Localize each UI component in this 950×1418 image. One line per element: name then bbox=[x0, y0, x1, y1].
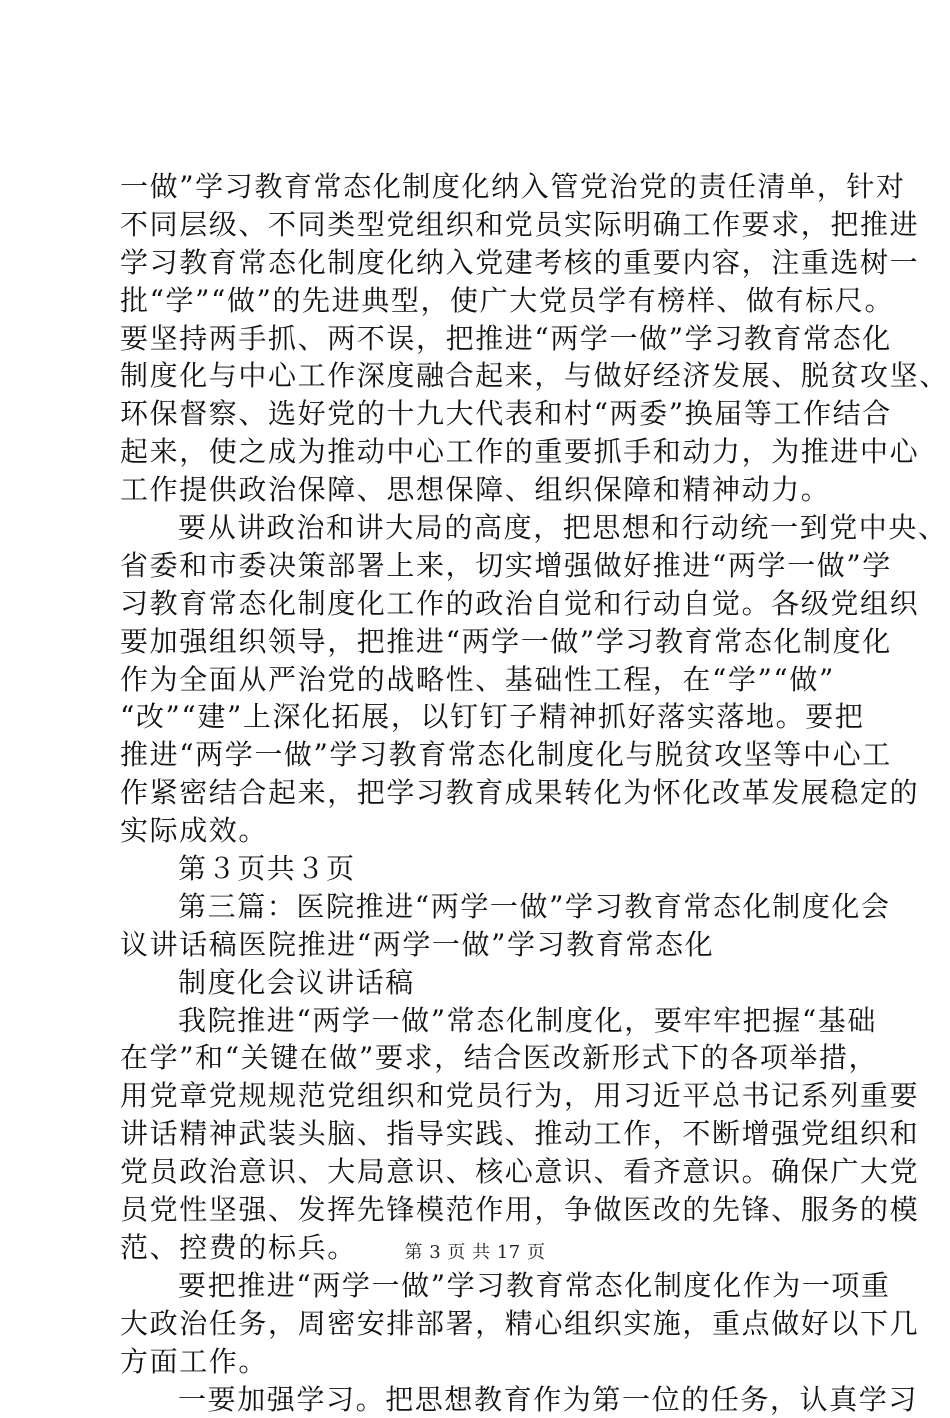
paragraph-start-line: 要把推进“两学一做”学习教育常态化制度化作为一项重 bbox=[120, 1267, 840, 1305]
text-line: 作紧密结合起来，把学习教育成果转化为怀化改革发展稳定的 bbox=[120, 774, 840, 812]
text-line: 不同层级、不同类型党组织和党员实际明确工作要求，把推进 bbox=[120, 206, 840, 244]
text-line: 起来，使之成为推动中心工作的重要抓手和动力，为推进中心 bbox=[120, 433, 840, 471]
text-line: 范、控费的标兵。 bbox=[120, 1229, 840, 1267]
section-heading-line: 制度化会议讲话稿 bbox=[120, 964, 840, 1002]
text-line: 一做”学习教育常态化制度化纳入管党治党的责任清单，针对 bbox=[120, 168, 840, 206]
paragraph-start-line: 要从讲政治和讲大局的高度，把思想和行动统一到党中央、 bbox=[120, 509, 840, 547]
text-line: 用党章党规规范党组织和党员行为，用习近平总书记系列重要 bbox=[120, 1077, 840, 1115]
page-footer: 第 3 页 共 17 页 bbox=[0, 1238, 950, 1264]
paragraph-start-line: 一要加强学习。把思想教育作为第一位的任务，认真学习 bbox=[120, 1381, 840, 1418]
text-line: 实际成效。 bbox=[120, 812, 840, 850]
inline-page-marker: 第３页共３页 bbox=[120, 850, 840, 888]
text-line: 习教育常态化制度化工作的政治自觉和行动自觉。各级党组织 bbox=[120, 585, 840, 623]
text-line: 学习教育常态化制度化纳入党建考核的重要内容，注重选树一 bbox=[120, 244, 840, 282]
text-line: 工作提供政治保障、思想保障、组织保障和精神动力。 bbox=[120, 471, 840, 509]
text-line: 批“学”“做”的先进典型，使广大党员学有榜样、做有标尺。 bbox=[120, 282, 840, 320]
text-line: 员党性坚强、发挥先锋模范作用，争做医改的先锋、服务的模 bbox=[120, 1191, 840, 1229]
text-line: 环保督察、选好党的十九大代表和村“两委”换届等工作结合 bbox=[120, 395, 840, 433]
text-line: 方面工作。 bbox=[120, 1343, 840, 1381]
text-line: 制度化与中心工作深度融合起来，与做好经济发展、脱贫攻坚、 bbox=[120, 357, 840, 395]
text-line: 作为全面从严治党的战略性、基础性工程，在“学”“做” bbox=[120, 661, 840, 699]
section-heading-line: 第三篇：医院推进“两学一做”学习教育常态化制度化会 bbox=[120, 888, 840, 926]
text-line: 推进“两学一做”学习教育常态化制度化与脱贫攻坚等中心工 bbox=[120, 736, 840, 774]
paragraph-start-line: 我院推进“两学一做”常态化制度化，要牢牢把握“基础 bbox=[120, 1002, 840, 1040]
text-line: 大政治任务，周密安排部署，精心组织实施，重点做好以下几 bbox=[120, 1305, 840, 1343]
text-line: 在学”和“关键在做”要求，结合医改新形式下的各项举措， bbox=[120, 1039, 840, 1077]
text-line: 讲话精神武装头脑、指导实践、推动工作，不断增强党组织和 bbox=[120, 1115, 840, 1153]
document-body bbox=[120, 168, 840, 1418]
text-line: 省委和市委决策部署上来，切实增强做好推进“两学一做”学 bbox=[120, 547, 840, 585]
section-heading-line: 议讲话稿医院推进“两学一做”学习教育常态化 bbox=[120, 926, 840, 964]
text-line: 党员政治意识、大局意识、核心意识、看齐意识。确保广大党 bbox=[120, 1153, 840, 1191]
text-line: 要坚持两手抓、两不误，把推进“两学一做”学习教育常态化 bbox=[120, 320, 840, 358]
text-line: 要加强组织领导，把推进“两学一做”学习教育常态化制度化 bbox=[120, 623, 840, 661]
text-line: “改”“建”上深化拓展，以钉钉子精神抓好落实落地。要把 bbox=[120, 698, 840, 736]
